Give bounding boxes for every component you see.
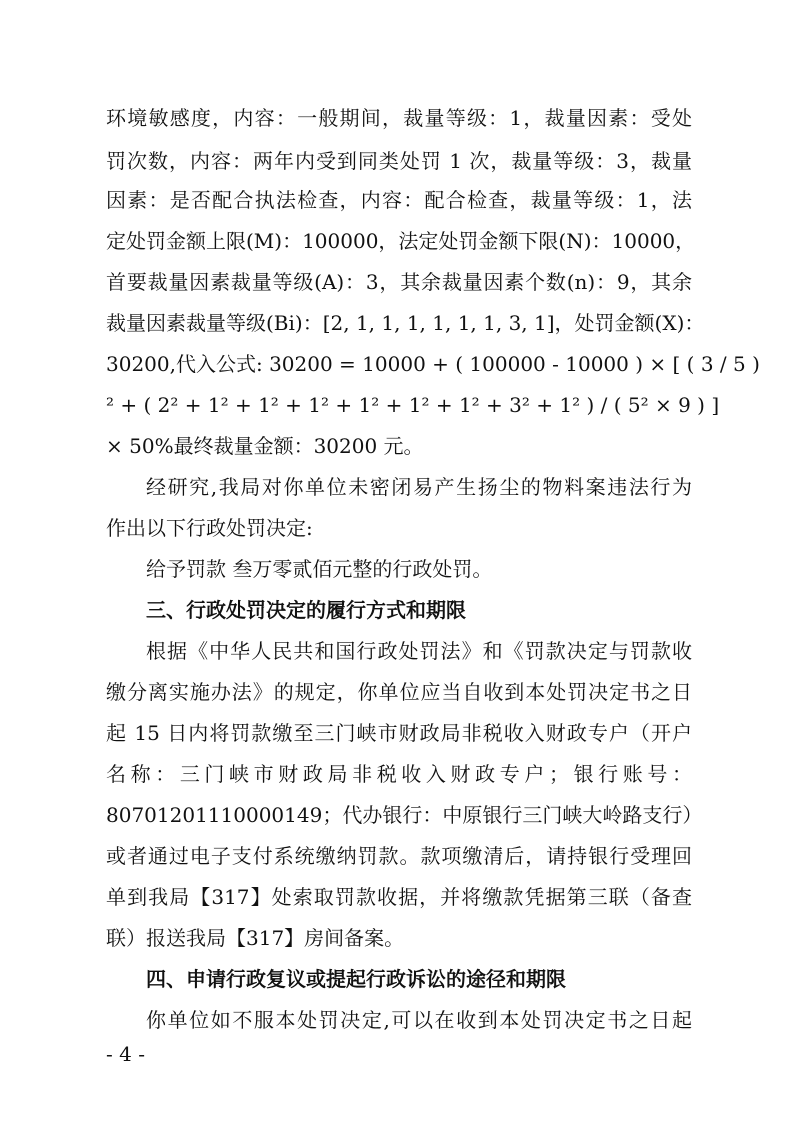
body-line-5: 首要裁量因素裁量等级(A)：3，其余裁量因素个数(n)：9，其余 bbox=[106, 270, 692, 294]
payment-line-2: 缴分离实施办法》的规定，你单位应当自收到本处罚决定书之日 bbox=[106, 680, 692, 704]
decision-intro-line-2: 作出以下行政处罚决定: bbox=[106, 516, 313, 540]
section-heading-3: 三、行政处罚决定的履行方式和期限 bbox=[146, 598, 466, 622]
body-line-1: 环境敏感度，内容：一般期间，裁量等级：1，裁量因素：受处 bbox=[106, 106, 692, 130]
page-number: - 4 - bbox=[106, 1042, 145, 1066]
payment-line-6: 或者通过电子支付系统缴纳罚款。款项缴清后，请持银行受理回 bbox=[106, 844, 692, 868]
payment-line-4: 名称：三门峡市财政局非税收入财政专户；银行账号： bbox=[106, 762, 692, 786]
appeal-line-1: 你单位如不服本处罚决定,可以在收到本处罚决定书之日起 bbox=[146, 1008, 692, 1032]
body-line-2: 罚次数，内容：两年内受到同类处罚 1 次，裁量等级：3，裁量 bbox=[106, 149, 692, 173]
final-amount-line: × 50%最终裁量金额：30200 元。 bbox=[106, 434, 424, 458]
section-heading-4: 四、申请行政复议或提起行政诉讼的途径和期限 bbox=[146, 967, 566, 991]
penalty-line: 给予罚款 叁万零贰佰元整的行政处罚。 bbox=[146, 557, 493, 581]
formula-line-1: 30200,代入公式: 30200 = 10000 + ( 100000 - 10000 ) × [ ( 3 / 5 ) bbox=[106, 352, 760, 376]
payment-line-7: 单到我局【317】处索取罚款收据，并将缴款凭据第三联（备查 bbox=[106, 885, 692, 909]
body-line-3: 因素：是否配合执法检查，内容：配合检查，裁量等级：1，法 bbox=[106, 188, 692, 212]
body-line-4: 定处罚金额上限(M)：100000，法定处罚金额下限(N)：10000， bbox=[106, 229, 696, 253]
payment-line-5: 80701201110000149；代办银行：中原银行三门峡大岭路支行） bbox=[106, 803, 703, 827]
payment-line-8: 联）报送我局【317】房间备案。 bbox=[106, 926, 405, 950]
body-line-6: 裁量因素裁量等级(Bi)：[2, 1, 1, 1, 1, 1, 1, 3, 1]，处罚金额(X)： bbox=[106, 311, 705, 335]
decision-intro-line-1: 经研究,我局对你单位未密闭易产生扬尘的物料案违法行为 bbox=[146, 475, 692, 499]
payment-line-1: 根据《中华人民共和国行政处罚法》和《罚款决定与罚款收 bbox=[146, 639, 692, 663]
formula-line-2: ² + ( 2² + 1² + 1² + 1² + 1² + 1² + 1² + 3² + 1² ) / ( 5² × 9 ) ] bbox=[106, 393, 720, 417]
payment-line-3: 起 15 日内将罚款缴至三门峡市财政局非税收入财政专户（开户 bbox=[106, 721, 692, 745]
